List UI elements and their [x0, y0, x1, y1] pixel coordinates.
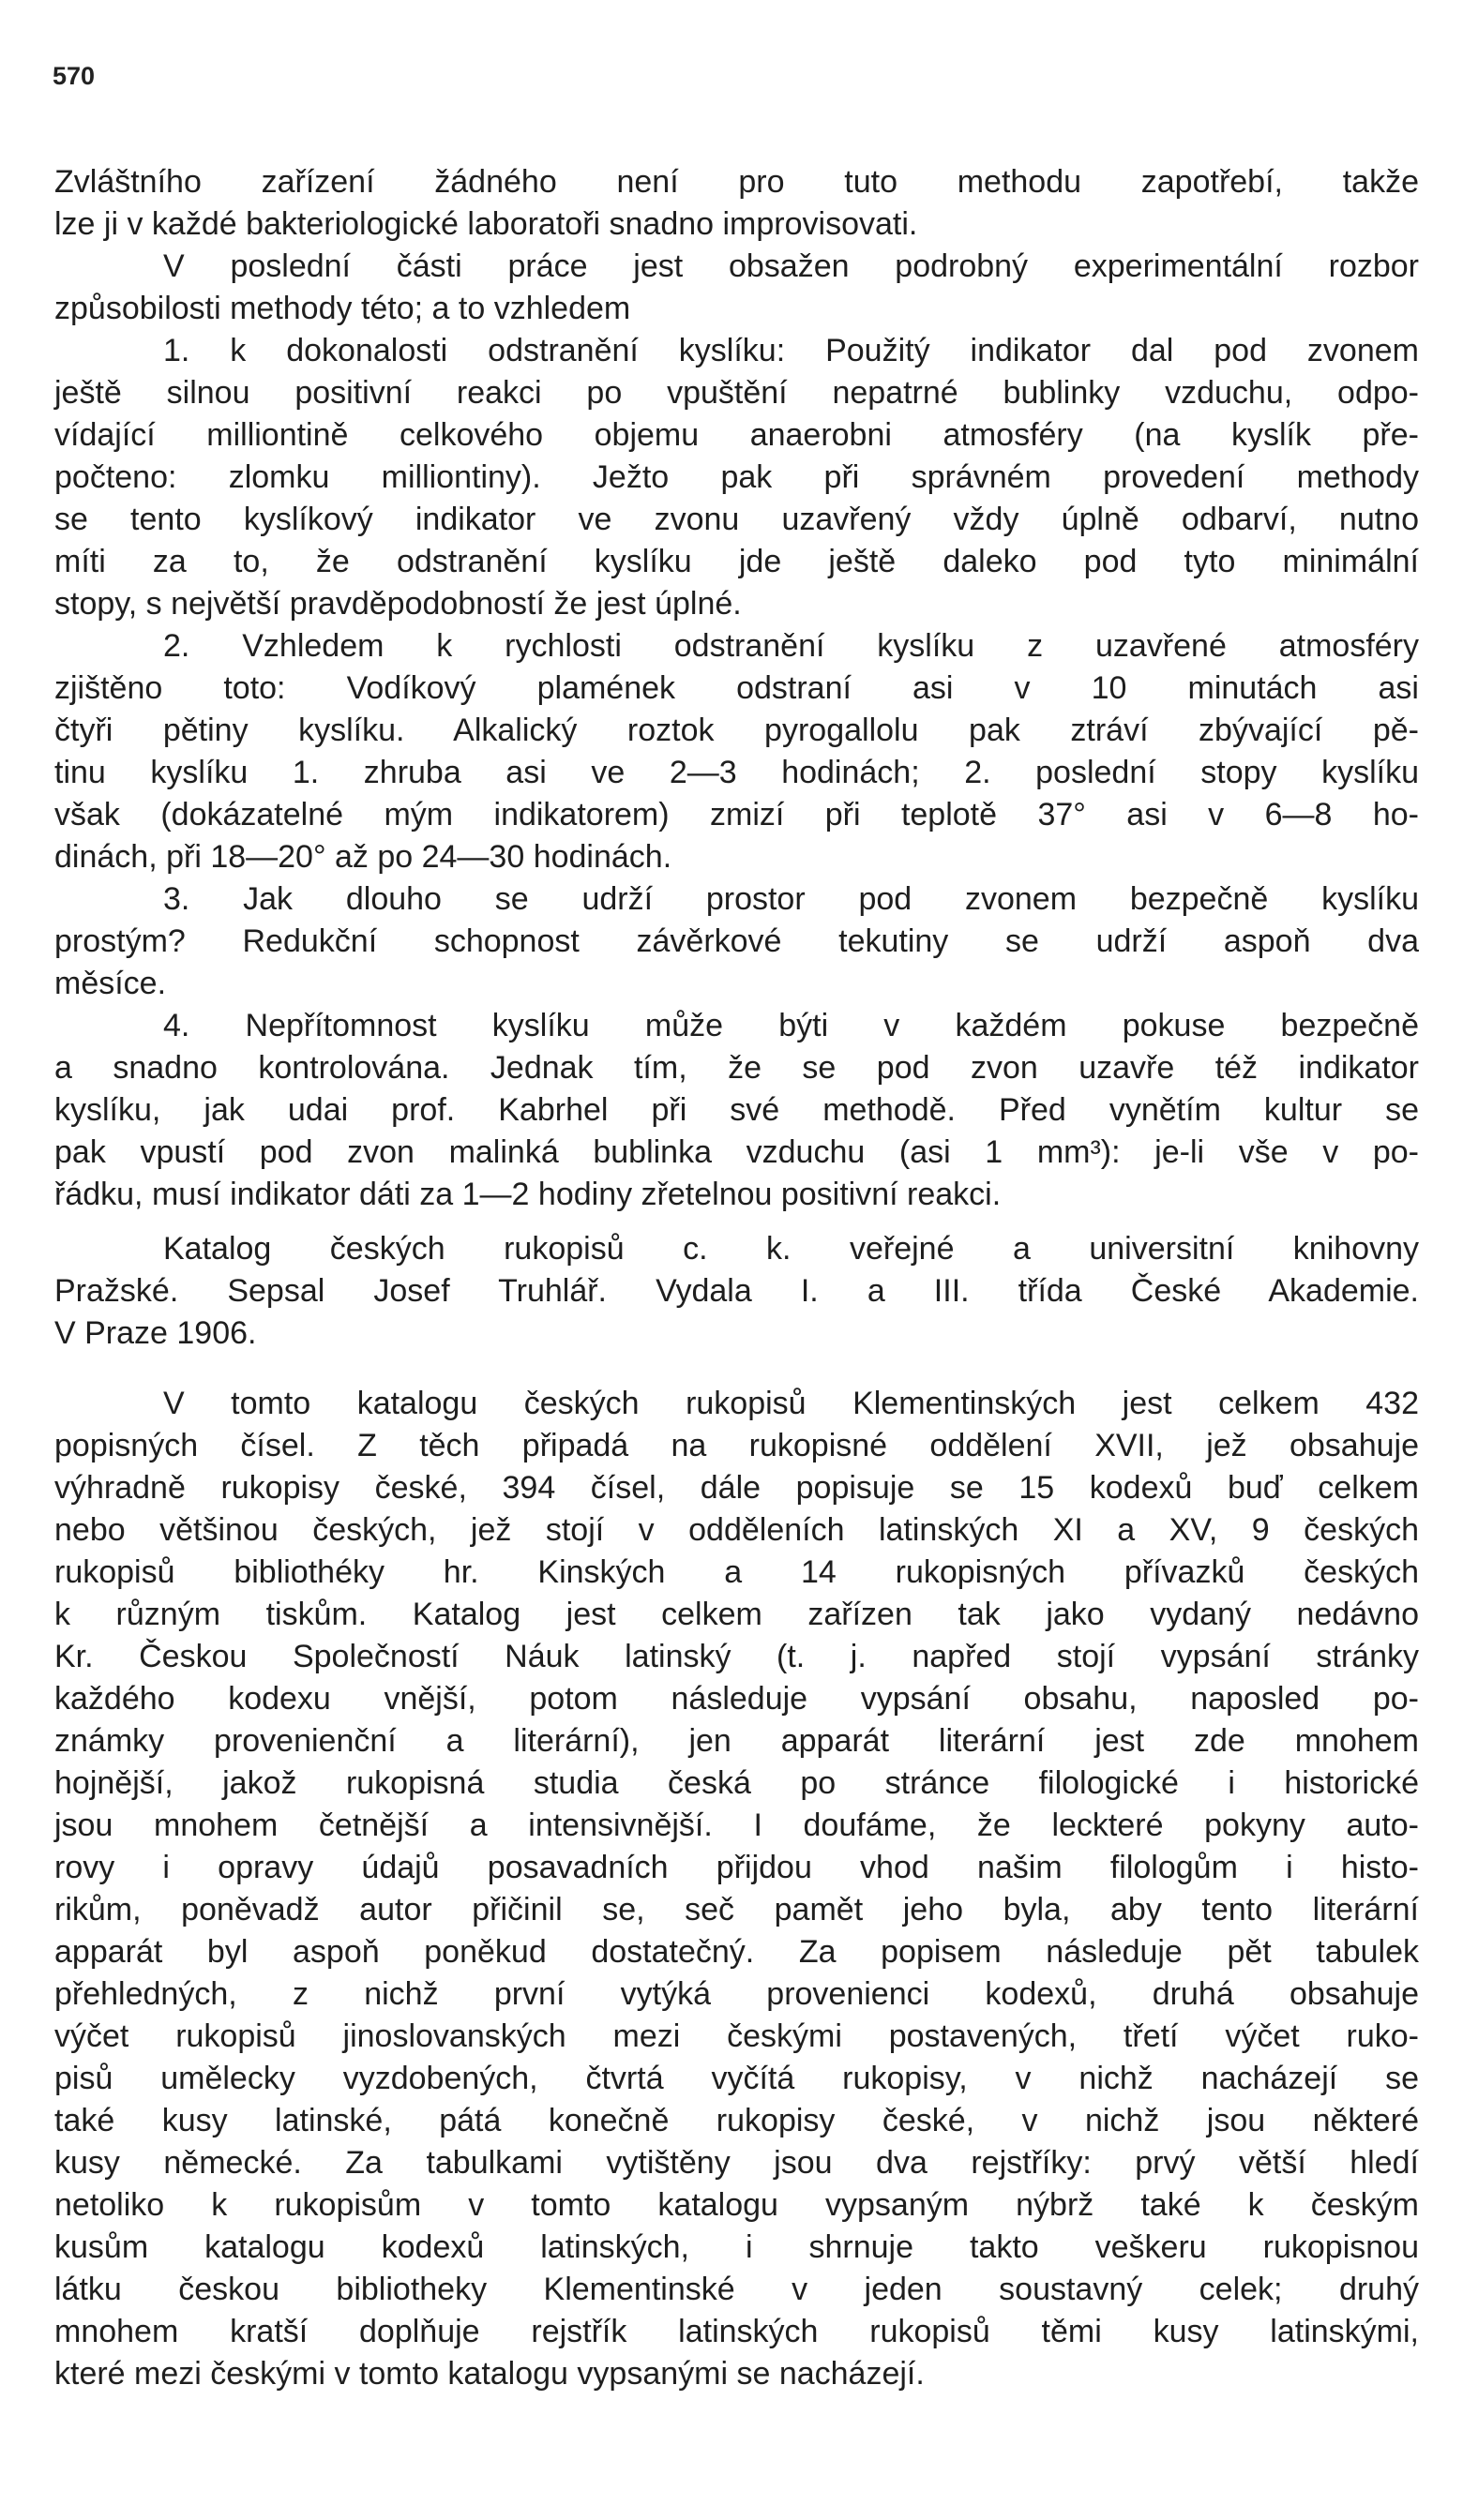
text-line: způsobilosti methody této; a to vzhledem [54, 291, 631, 326]
text-line: látku českou bibliotheky Klementinské v jeden soustavný celek; druhý [54, 2272, 1419, 2307]
text-line: 1. k dokonalosti odstranění kyslíku: Použitý indikator dal pod zvonem [163, 333, 1419, 368]
text-line: 4. Nepřítomnost kyslíku může býti v každém pokuse bezpečně [163, 1008, 1419, 1043]
page-number: 570 [53, 62, 96, 90]
text-line: zjištěno toto: Vodíkový plamének odstraní asi v 10 minutách asi [54, 670, 1419, 706]
text-line: kyslíku, jak udai prof. Kabrhel při své methodě. Před vynětím kultur se [54, 1092, 1419, 1128]
article-section-methods [54, 161, 1419, 1216]
text-line: ještě silnou positivní reakci po vpuštění nepatrné bublinky vzduchu, odpo- [54, 375, 1419, 411]
review-heading [54, 1228, 1419, 1355]
text-line: tinu kyslíku 1. zhruba asi ve 2—3 hodinách; 2. poslední stopy kyslíku [54, 755, 1419, 790]
text-line: a snadno kontrolována. Jednak tím, že se pod zvon uzavře též indikator [54, 1050, 1419, 1086]
text-line: prostým? Redukční schopnost závěrkové tekutiny se udrží aspoň dva [54, 923, 1419, 959]
text-line: popisných čísel. Z těch připadá na rukopisné oddělení XVII, jež obsahuje [54, 1428, 1419, 1463]
text-line: 2. Vzhledem k rychlosti odstranění kyslíku z uzavřené atmosféry [163, 628, 1419, 664]
heading-line: Pražské. Sepsal Josef Truhlář. Vydala I. a III. třída České Akademie. [54, 1273, 1419, 1309]
text-line: mnohem kratší doplňuje rejstřík latinských rukopisů těmi kusy latinskými, [54, 2314, 1419, 2349]
text-line: vídající milliontině celkového objemu anaerobni atmosféry (na kyslík pře- [54, 417, 1419, 453]
text-line: přehledných, z nichž první vytýká provenienci kodexů, druhá obsahuje [54, 1976, 1419, 2012]
text-line: počteno: zlomku milliontiny). Ježto pak při správném provedení methody [54, 459, 1419, 495]
text-line: výhradně rukopisy české, 394 čísel, dále popisuje se 15 kodexů buď celkem [54, 1470, 1419, 1506]
text-line: řádku, musí indikator dáti za 1—2 hodiny zřetelnou positivní reakci. [54, 1177, 1002, 1212]
text-line: dinách, při 18—20° až po 24—30 hodinách. [54, 839, 672, 875]
text-line: kusům katalogu kodexů latinských, i shrnuje takto veškeru rukopisnou [54, 2229, 1419, 2265]
text-line: Zvláštního zařízení žádného není pro tuto methodu zapotřebí, takže [54, 164, 1419, 200]
text-line: k různým tiskům. Katalog jest celkem zařízen tak jako vydaný nedávno [54, 1597, 1419, 1632]
review-body [54, 1383, 1419, 2395]
text-line: Kr. Českou Společností Náuk latinský (t. j. napřed stojí vypsání stránky [54, 1639, 1419, 1674]
text-line: pak vpustí pod zvon malinká bublinka vzduchu (asi 1 mm³): je-li vše v po- [54, 1134, 1419, 1170]
text-line: V tomto katalogu českých rukopisů Klementinských jest celkem 432 [163, 1386, 1419, 1421]
text-line: které mezi českými v tomto katalogu vypsanými se nacházejí. [54, 2356, 925, 2392]
text-line: 3. Jak dlouho se udrží prostor pod zvonem bezpečně kyslíku [163, 881, 1419, 917]
text-line: známky provenienční a literární), jen apparát literární jest zde mnohem [54, 1723, 1419, 1759]
text-line: měsíce. [54, 966, 167, 1001]
text-line: pisů umělecky vyzdobených, čtvrtá vyčítá rukopisy, v nichž nacházejí se [54, 2061, 1419, 2096]
text-line: rikům, poněvadž autor přičinil se, seč pamět jeho byla, aby tento literární [54, 1892, 1419, 1928]
text-line: rovy i opravy údajů posavadních přijdou vhod našim filologům i histo- [54, 1850, 1419, 1885]
text-line: stopy, s největší pravděpodobností že jest úplné. [54, 586, 742, 622]
text-line: jsou mnohem četnější a intensivnější. I doufáme, že leckteré pokyny auto- [54, 1808, 1419, 1843]
text-line: se tento kyslíkový indikator ve zvonu uzavřený vždy úplně odbarví, nutno [54, 502, 1419, 537]
text-line: kusy německé. Za tabulkami vytištěny jsou dva rejstříky: prvý větší hledí [54, 2145, 1419, 2181]
text-line: apparát byl aspoň poněkud dostatečný. Za popisem následuje pět tabulek [54, 1934, 1419, 1970]
text-line: míti za to, že odstranění kyslíku jde ještě daleko pod tyto minimální [54, 544, 1419, 579]
text-line: také kusy latinské, pátá konečně rukopisy české, v nichž jsou některé [54, 2103, 1419, 2138]
heading-line: Katalog českých rukopisů c. k. veřejné a universitní knihovny [163, 1231, 1419, 1267]
text-line: čtyři pětiny kyslíku. Alkalický roztok pyrogallolu pak ztráví zbývající pě- [54, 712, 1419, 748]
text-line: každého kodexu vnější, potom následuje vypsání obsahu, naposled po- [54, 1681, 1419, 1717]
text-line: však (dokázatelné mým indikatorem) zmizí při teplotě 37° asi v 6—8 ho- [54, 797, 1419, 832]
text-line: lze ji v každé bakteriologické laboratoři snadno improvisovati. [54, 206, 918, 242]
text-line: V poslední části práce jest obsažen podrobný experimentální rozbor [163, 248, 1419, 284]
text-line: výčet rukopisů jinoslovanských mezi českými postavených, třetí výčet ruko- [54, 2018, 1419, 2054]
heading-line: V Praze 1906. [54, 1315, 257, 1351]
text-line: rukopisů bibliothéky hr. Kinských a 14 rukopisných přívazků českých [54, 1554, 1419, 1590]
text-line: netoliko k rukopisům v tomto katalogu vypsaným nýbrž také k českým [54, 2187, 1419, 2223]
text-line: hojnější, jakož rukopisná studia česká po stránce filologické i historické [54, 1765, 1419, 1801]
text-line: nebo většinou českých, jež stojí v odděleních latinských XI a XV, 9 českých [54, 1512, 1419, 1548]
